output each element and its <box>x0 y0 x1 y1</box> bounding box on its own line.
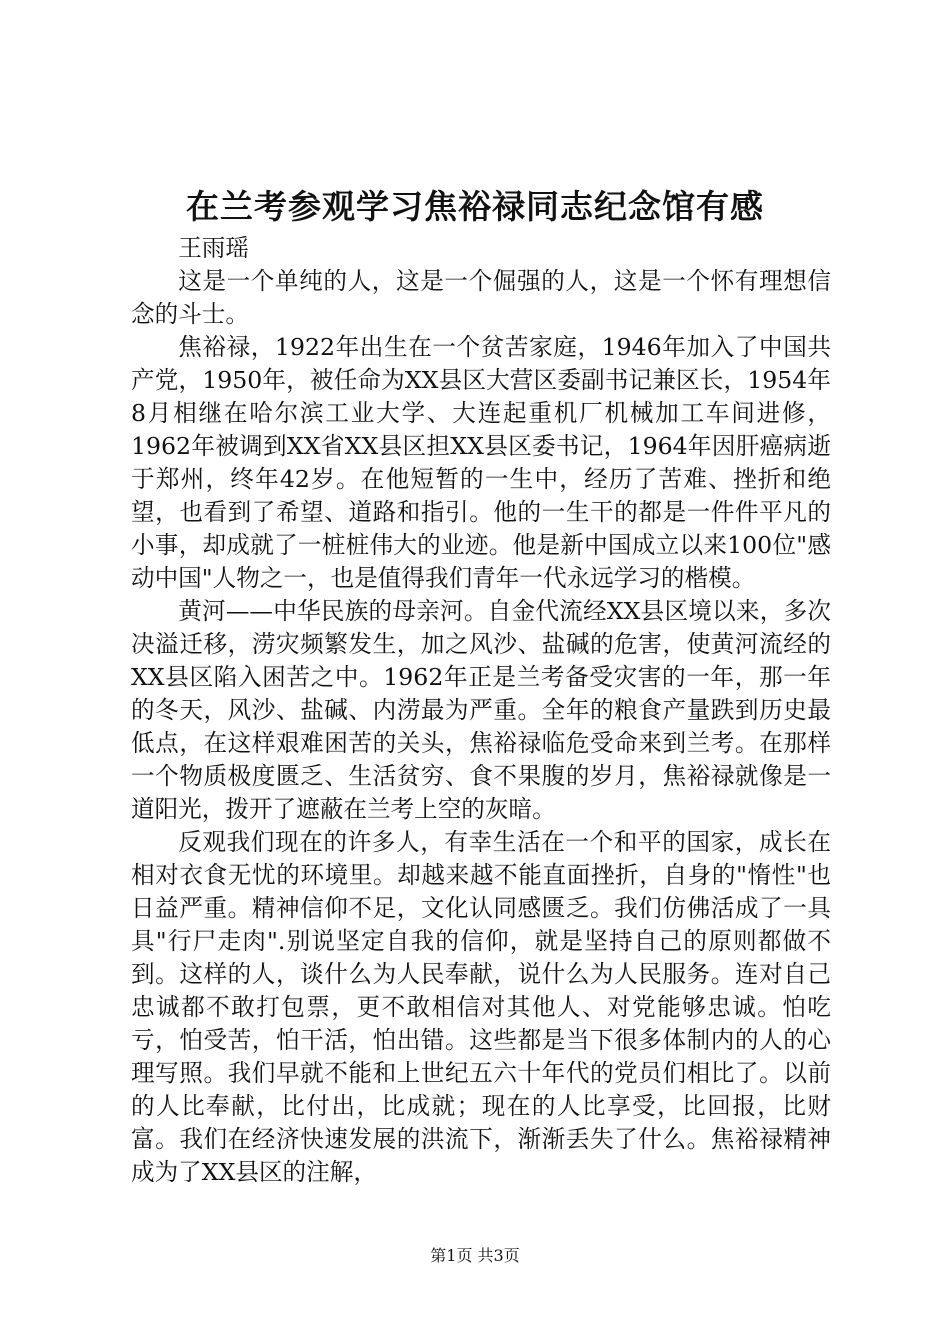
paragraph: 反观我们现在的许多人，有幸生活在一个和平的国家，成长在相对衣食无忧的环境里。却越来越不能直面挫折，自身的"惰性"也日益严重。精神信仰不足，文化认同感匮乏。我们仿佛活成了一具具"行尸走肉".别说坚定自我的信仰，就是坚持自己的原则都做不到。这样的人，谈什么为人民奉献，说什么为人民服务。连对自己忠诚都不敢打包票，更不敢相信对其他人、对党能够忠诚。怕吃亏，怕受苦，怕干活，怕出错。这些都是当下很多体制内的人的心理写照。我们早就不能和上世纪五六十年代的党员们相比了。以前的人比奉献，比付出，比成就；现在的人比享受，比回报，比财富。我们在经济快速发展的洪流下，渐渐丢失了什么。焦裕禄精神成为了XX县区的注解， <box>131 828 831 1186</box>
document-body <box>131 232 831 1189</box>
document-title: 在兰考参观学习焦裕禄同志纪念馆有感 <box>186 187 764 226</box>
page-number: 第1页 共3页 <box>430 1246 520 1265</box>
paragraph: 焦裕禄，1922年出生在一个贫苦家庭，1946年加入了中国共产党，1950年，被任命为XX县区大营区委副书记兼区长，1954年8月相继在哈尔滨工业大学、大连起重机厂机械加工车间进修，1962年被调到XX省XX县区担XX县区委书记，1964年因肝癌病逝于郑州，终年42岁。在他短暂的一生中，经历了苦难、挫折和绝望，也看到了希望、道路和指引。他的一生干的都是一件件平凡的小事，却成就了一桩桩伟大的业迹。他是新中国成立以来100位"感动中国"人物之一，也是值得我们青年一代永远学习的楷模。 <box>131 333 831 592</box>
paragraph: 这是一个单纯的人，这是一个倔强的人，这是一个怀有理想信念的斗士。 <box>131 267 831 328</box>
author-name: 王雨瑶 <box>178 234 249 262</box>
page-footer <box>0 1245 950 1267</box>
paragraph: 黄河——中华民族的母亲河。自金代流经XX县区境以来，多次决溢迁移，涝灾频繁发生，加之风沙、盐碱的危害，使黄河流经的XX县区陷入困苦之中。1962年正是兰考备受灾害的一年，那一年的冬天，风沙、盐碱、内涝最为严重。全年的粮食产量跌到历史最低点，在这样艰难困苦的关头，焦裕禄临危受命来到兰考。在那样一个物质极度匮乏、生活贫穷、食不果腹的岁月，焦裕禄就像是一道阳光，拨开了遮蔽在兰考上空的灰暗。 <box>131 597 831 823</box>
